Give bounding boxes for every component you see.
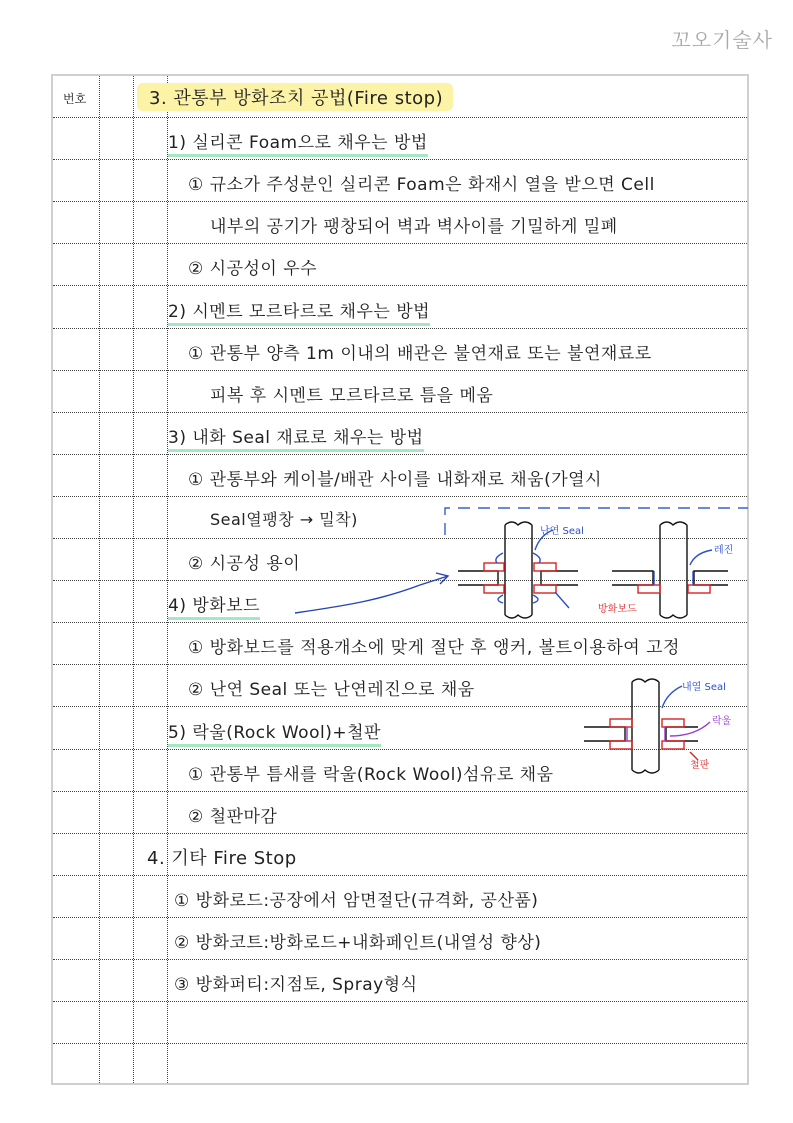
list-item: ① 방화보드를 적용개소에 맞게 절단 후 앵커, 볼트이용하여 고정	[188, 638, 680, 659]
sheet-row	[53, 623, 747, 665]
list-item: ① 방화로드:공장에서 암면절단(규격화, 공산품)	[174, 890, 539, 911]
sheet-row	[53, 413, 747, 455]
sheet-row	[53, 497, 747, 539]
label-heat-seal: 내열 Seal	[682, 682, 726, 693]
label-board: 방화보드	[598, 604, 637, 615]
list-item: 내부의 공기가 팽창되어 벽과 벽사이를 기밀하게 밀폐	[210, 217, 618, 238]
sheet-row	[53, 918, 747, 960]
sheet-row	[53, 371, 747, 413]
sheet-row	[53, 960, 747, 1002]
list-item: ② 철판마감	[188, 806, 278, 827]
sheet-row	[53, 1002, 747, 1044]
sheet-row	[53, 581, 747, 623]
sheet-row	[53, 455, 747, 497]
sheet-row	[53, 287, 747, 329]
brand-watermark: 꼬오기술사	[671, 28, 773, 52]
label-resin: 레진	[714, 545, 734, 556]
label-steel: 철판	[690, 760, 710, 771]
answer-sheet	[51, 74, 749, 1085]
list-item: ③ 방화퍼티:지점토, Spray형식	[174, 975, 418, 996]
number-header: 번호	[63, 92, 87, 106]
subsection-heading: 3) 내화 Seal 재료로 채우는 방법	[168, 423, 424, 452]
subsection-heading: 2) 시멘트 모르타르로 채우는 방법	[168, 297, 430, 326]
sheet-row	[53, 708, 747, 750]
sheet-row	[53, 539, 747, 581]
sheet-row	[53, 244, 747, 286]
label-seal: 난연 Seal	[540, 526, 584, 537]
sheet-row	[53, 750, 747, 792]
list-item: ② 시공성 용이	[188, 554, 301, 575]
subsection-heading: 5) 락울(Rock Wool)+철판	[168, 718, 381, 747]
sheet-row	[53, 76, 747, 118]
list-item: 피복 후 시멘트 모르타르로 틈을 메움	[210, 385, 494, 406]
list-item: Seal열팽창 → 밀착)	[210, 510, 358, 529]
sheet-row	[53, 834, 747, 876]
list-item: ① 규소가 주성분인 실리콘 Foam은 화재시 열을 받으면 Cell	[188, 175, 655, 196]
list-item: ② 시공성이 우수	[188, 259, 318, 280]
sheet-row	[53, 665, 747, 707]
sheet-row	[53, 118, 747, 160]
list-item: ② 난연 Seal 또는 난연레진으로 채움	[188, 680, 475, 701]
section-heading: 4. 기타 Fire Stop	[147, 847, 297, 869]
sheet-row	[53, 202, 747, 244]
sheet-row	[53, 792, 747, 834]
subsection-heading: 1) 실리콘 Foam으로 채우는 방법	[168, 128, 428, 157]
list-item: ① 관통부 틈새를 락울(Rock Wool)섬유로 채움	[188, 764, 554, 785]
sheet-row	[53, 160, 747, 202]
list-item: ① 관통부 양측 1m 이내의 배관은 불연재료 또는 불연재료로	[188, 343, 652, 364]
list-item: ① 관통부와 케이블/배관 사이를 내화재로 채움(가열시	[188, 469, 602, 490]
sheet-row	[53, 1044, 747, 1086]
label-rockwool: 락울	[712, 716, 732, 727]
list-item: ② 방화코트:방화로드+내화페인트(내열성 향상)	[174, 933, 542, 953]
subsection-heading: 4) 방화보드	[168, 591, 260, 620]
sheet-row	[53, 876, 747, 918]
section-title: 3. 관통부 방화조치 공법(Fire stop)	[137, 83, 453, 111]
sheet-row	[53, 329, 747, 371]
